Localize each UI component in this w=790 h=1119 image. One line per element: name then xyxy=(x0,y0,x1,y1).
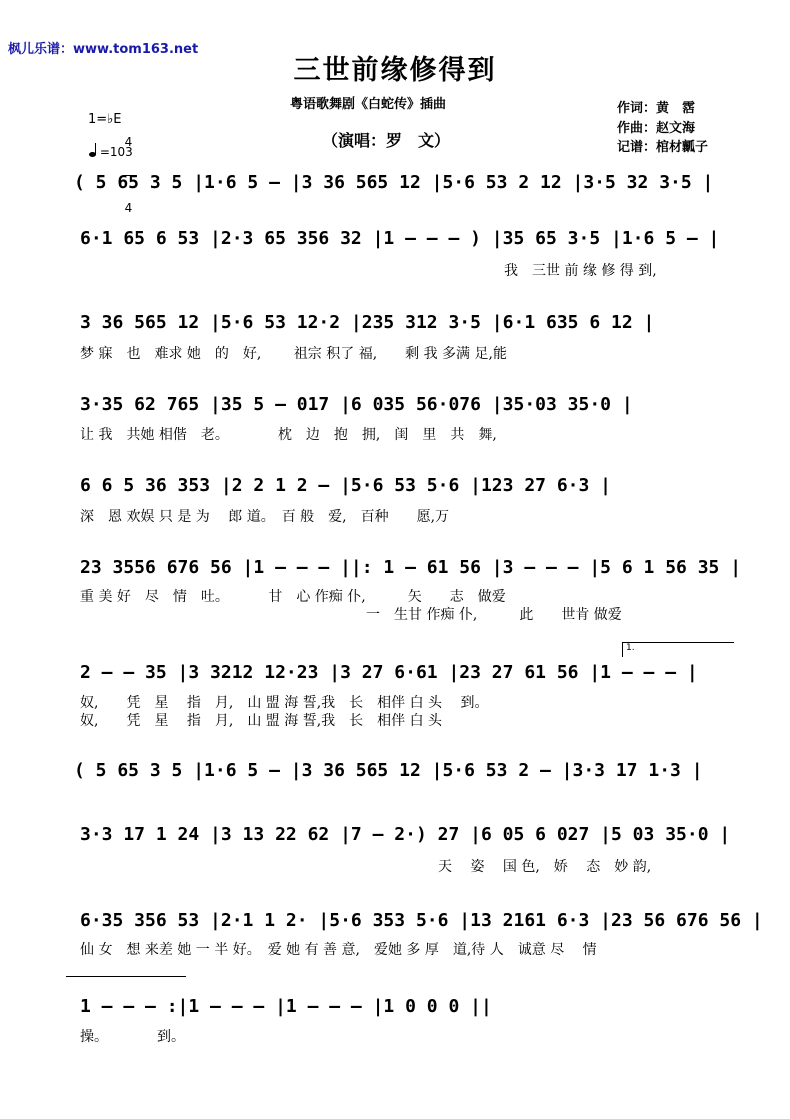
singer-credit: （演唱：罗 文） xyxy=(322,131,451,150)
song-title: 三世前缘修得到 xyxy=(293,55,497,86)
score-line-1: ( 5 65 3 5 |1·6 5 – |3 36 565 12 |5·6 53 2 12 |3·5 32 3·5 | xyxy=(74,172,714,193)
site-watermark: 枫儿乐谱：www.tom163.net xyxy=(8,42,199,57)
score-line-7: 2 – – 35 |3 3212 12·23 |3 27 6·61 |23 27 61 56 |1 – – – | xyxy=(80,662,698,683)
transcriber-credit: 记谱：棺材瓤子 xyxy=(617,140,709,155)
second-ending-bracket xyxy=(66,976,186,977)
lyric-line-6b: 一 生甘 作痴 仆, 此 世肯 做爱 xyxy=(366,607,622,623)
score-line-10: 6·35 356 53 |2·1 1 2· |5·6 353 5·6 |13 2161 6·3 |23 56 676 56 | xyxy=(80,910,763,931)
lyric-line-5: 深 恩 欢娱 只 是 为 郎 道。 百 般 爱, 百种 愿,万 xyxy=(80,509,450,525)
lyricist-credit: 作词：黄 霑 xyxy=(617,101,696,116)
score-line-11: 1 – – – :|1 – – – |1 – – – |1 0 0 0 || xyxy=(80,996,492,1017)
key-signature: 1=♭E xyxy=(88,112,122,127)
lyric-line-2: 我 三世 前 缘 修 得 到, xyxy=(504,263,657,279)
lyric-line-10: 仙 女 想 来差 她 一 半 好。 爱 她 有 善 意, 爱她 多 厚 道,待 人 诚意 尽 情 xyxy=(80,942,597,958)
lyric-line-11: 操。 到。 xyxy=(80,1029,185,1045)
first-ending-label: 1. xyxy=(626,643,635,653)
score-line-6: 23 3556 676 56 |1 – – – ||: 1 – 61 56 |3 – – – |5 6 1 56 35 | xyxy=(80,557,742,578)
time-signature-bottom: 4 xyxy=(124,201,133,215)
score-line-9: 3·3 17 1 24 |3 13 22 62 |7 – 2·) 27 |6 05 6 027 |5 03 35·0 | xyxy=(80,824,731,845)
score-line-3: 3 36 565 12 |5·6 53 12·2 |235 312 3·5 |6·1 635 6 12 | xyxy=(80,312,655,333)
composer-credit: 作曲：赵文海 xyxy=(617,121,696,136)
tempo-marking xyxy=(89,145,133,159)
first-ending-bracket xyxy=(622,642,734,657)
lyric-line-7b: 奴, 凭 星 指 月, 山 盟 海 誓,我 长 相伴 白 头 xyxy=(80,713,443,729)
lyric-line-7a: 奴, 凭 星 指 月, 山 盟 海 誓,我 长 相伴 白 头 到。 xyxy=(80,695,489,711)
lyric-line-9: 天 姿 国 色, 娇 态 妙 韵, xyxy=(438,859,652,875)
time-signature-top: 4 xyxy=(124,135,133,149)
lyric-line-4: 让 我 共她 相偕 老。 枕 边 抱 拥, 闺 里 共 舞, xyxy=(80,427,497,443)
score-line-4: 3·35 62 765 |35 5 – 017 |6 035 56·076 |35·03 35·0 | xyxy=(80,394,633,415)
score-line-5: 6 6 5 36 353 |2 2 1 2 – |5·6 53 5·6 |123 27 6·3 | xyxy=(80,475,612,496)
tempo-value: =103 xyxy=(99,145,133,159)
score-line-2: 6·1 65 6 53 |2·3 65 356 32 |1 – – – ) |35 65 3·5 |1·6 5 – | xyxy=(80,228,720,249)
time-signature xyxy=(124,110,133,228)
lyric-line-6a: 重 美 好 尽 情 吐。 甘 心 作痴 仆, 矢 志 做爱 xyxy=(80,589,506,605)
song-subtitle: 粤语歌舞剧《白蛇传》插曲 xyxy=(290,97,447,112)
quarter-note-icon xyxy=(89,152,96,157)
score-line-8: ( 5 65 3 5 |1·6 5 – |3 36 565 12 |5·6 53 2 – |3·3 17 1·3 | xyxy=(74,760,703,781)
lyric-line-3: 梦 寐 也 难求 她 的 好, 祖宗 积了 福, 剩 我 多满 足,能 xyxy=(80,346,507,362)
